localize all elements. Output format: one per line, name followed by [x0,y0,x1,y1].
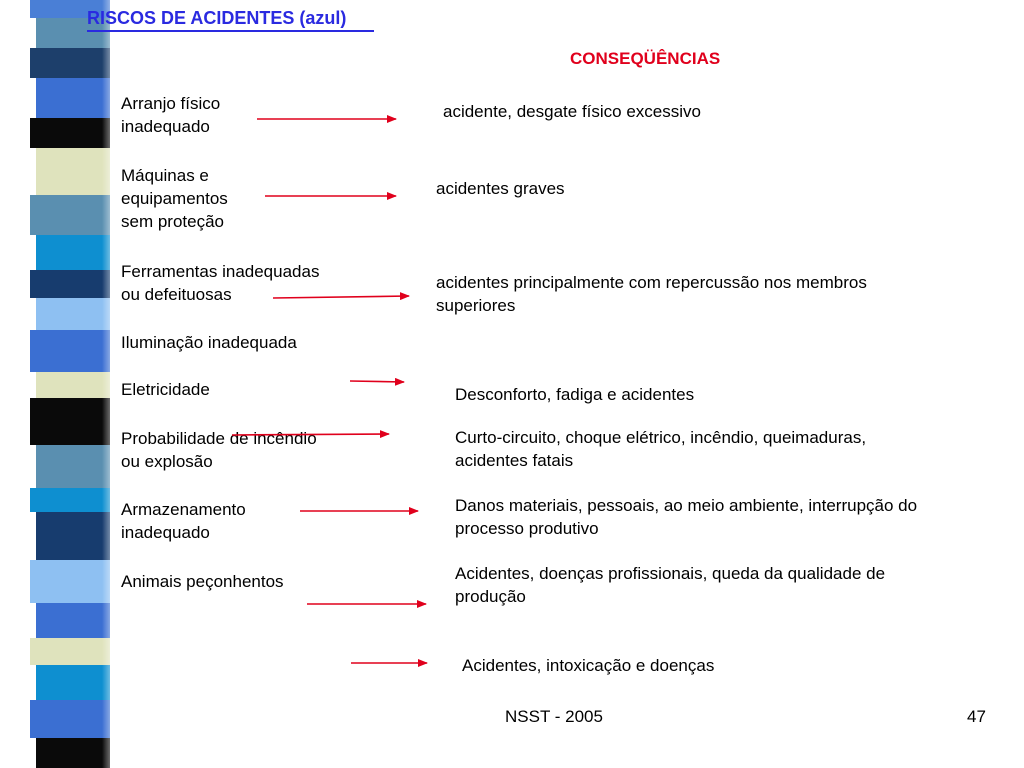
risk-item-iluminacao: Iluminação inadequada [121,333,297,352]
risk-item-arranjo: Arranjo físico inadequado [121,94,221,136]
consequence-item-maquinas: acidentes graves [436,179,565,198]
risk-item-armazenamento: Armazenamento inadequado [121,500,246,542]
consequence-item-ferramentas: acidentes principalmente com repercussão nos membros superiores [436,273,867,315]
consequence-item-arranjo: acidente, desgate físico excessivo [443,102,701,121]
slide-title: RISCOS DE ACIDENTES (azul) [87,8,347,28]
consequence-item-eletricidade: Curto-circuito, choque elétrico, incêndio, queimaduras, acidentes fatais [455,428,867,470]
footer-organization: NSST - 2005 [505,707,603,726]
arrow-eletricidade [350,381,404,382]
consequence-item-armazenamento: Acidentes, doenças profissionais, queda da qualidade de produção [455,564,886,606]
decorative-stripe-bar [0,0,120,768]
title-underline [87,30,374,32]
risk-item-eletricidade: Eletricidade [121,380,210,399]
risk-item-ferramentas: Ferramentas inadequadas ou defeituosas [121,262,320,304]
consequence-item-iluminacao: Desconforto, fadiga e acidentes [455,385,695,404]
consequences-heading: CONSEQÜÊNCIAS [570,49,721,68]
page-number: 47 [967,707,986,726]
risk-item-maquinas: Máquinas e equipamentos sem proteção [121,166,228,231]
consequence-item-animais: Acidentes, intoxicação e doenças [462,656,715,675]
risk-item-animais: Animais peçonhentos [121,572,284,591]
risk-item-incendio: Probabilidade de incêndio ou explosão [121,429,317,471]
consequence-item-incendio: Danos materiais, pessoais, ao meio ambiente, interrupção do processo produtivo [455,496,918,538]
